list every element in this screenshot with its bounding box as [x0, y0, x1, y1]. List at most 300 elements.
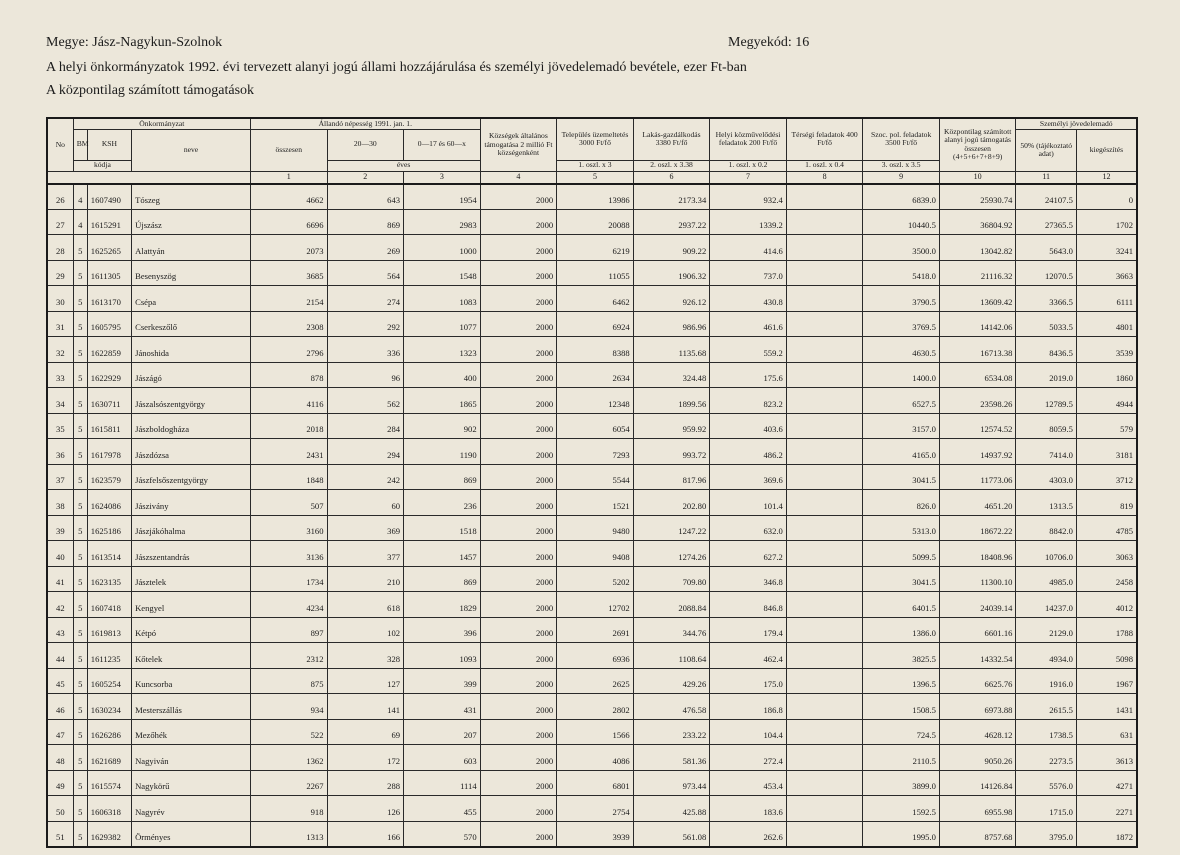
table-row — [47, 439, 1137, 465]
header-neve: neve — [132, 129, 251, 171]
municipality-name: Tószeg — [132, 184, 251, 210]
colnum: 8 — [786, 171, 863, 184]
colnum: 6 — [633, 171, 710, 184]
bm-code: 5 — [73, 617, 87, 643]
municipality-name: Nagyiván — [132, 745, 251, 771]
ksh-code: 1630234 — [87, 694, 131, 720]
local-culture: 346.8 — [710, 566, 787, 592]
central-support-total: 11773.06 — [939, 464, 1016, 490]
income-tax-supplement: 4801 — [1076, 311, 1137, 337]
population-total: 3136 — [250, 541, 327, 567]
village-support: 2000 — [480, 796, 557, 822]
social-policy: 724.5 — [863, 719, 940, 745]
ksh-code: 1623135 — [87, 566, 131, 592]
local-culture: 179.4 — [710, 617, 787, 643]
bm-code: 5 — [73, 592, 87, 618]
table-row — [47, 592, 1137, 618]
income-tax-50: 24107.5 — [1016, 184, 1076, 210]
income-tax-supplement: 579 — [1076, 413, 1137, 439]
header-kozsegek: Községek általános támogatása 2 millió Ft községenként — [480, 118, 557, 171]
social-policy: 6401.5 — [863, 592, 940, 618]
ksh-code: 1623579 — [87, 464, 131, 490]
housing-management: 986.96 — [633, 311, 710, 337]
colnum: 9 — [863, 171, 940, 184]
table-row — [47, 796, 1137, 822]
settlement-operation: 13986 — [557, 184, 634, 210]
income-tax-50: 4934.0 — [1016, 643, 1076, 669]
village-support: 2000 — [480, 235, 557, 261]
central-support-total: 6955.98 — [939, 796, 1016, 822]
village-support: 2000 — [480, 592, 557, 618]
regional-tasks — [786, 541, 863, 567]
population-total: 4662 — [250, 184, 327, 210]
municipality-name: Jánoshida — [132, 337, 251, 363]
population-20-30: 643 — [327, 184, 404, 210]
local-culture: 453.4 — [710, 770, 787, 796]
table-row — [47, 821, 1137, 847]
header-no: No — [47, 118, 73, 171]
header-szoc: Szoc. pol. feladatok 3500 Ft/fő — [863, 118, 940, 160]
table-row — [47, 184, 1137, 210]
bm-code: 5 — [73, 260, 87, 286]
ksh-code: 1617978 — [87, 439, 131, 465]
bm-code: 5 — [73, 643, 87, 669]
bm-code: 5 — [73, 311, 87, 337]
local-culture: 737.0 — [710, 260, 787, 286]
social-policy: 3790.5 — [863, 286, 940, 312]
local-culture: 559.2 — [710, 337, 787, 363]
population-20-30: 288 — [327, 770, 404, 796]
population-0-17-60: 869 — [404, 464, 481, 490]
income-tax-supplement: 5098 — [1076, 643, 1137, 669]
header-population: Állandó népesség 1991. jan. 1. — [250, 118, 480, 129]
income-tax-supplement: 1860 — [1076, 362, 1137, 388]
social-policy: 5313.0 — [863, 515, 940, 541]
population-total: 2431 — [250, 439, 327, 465]
income-tax-50: 10706.0 — [1016, 541, 1076, 567]
local-culture: 414.6 — [710, 235, 787, 261]
header-ksh: KSH — [87, 129, 131, 160]
document-subtitle: A központilag számított támogatások — [46, 83, 255, 98]
settlement-operation: 9480 — [557, 515, 634, 541]
header-kodja: kódja — [73, 160, 131, 171]
income-tax-50: 4303.0 — [1016, 464, 1076, 490]
header-lakas: Lakás-gazdálkodás 3380 Ft/fő — [633, 118, 710, 160]
population-0-17-60: 1954 — [404, 184, 481, 210]
header-helyi: Helyi közművelődési feladatok 200 Ft/fő — [710, 118, 787, 160]
settlement-operation: 1521 — [557, 490, 634, 516]
population-20-30: 141 — [327, 694, 404, 720]
village-support: 2000 — [480, 413, 557, 439]
regional-tasks — [786, 337, 863, 363]
row-number: 38 — [47, 490, 73, 516]
settlement-operation: 1566 — [557, 719, 634, 745]
population-0-17-60: 400 — [404, 362, 481, 388]
local-culture: 461.6 — [710, 311, 787, 337]
village-support: 2000 — [480, 209, 557, 235]
municipality-name: Jászivány — [132, 490, 251, 516]
local-culture: 175.6 — [710, 362, 787, 388]
regional-tasks — [786, 490, 863, 516]
row-number: 29 — [47, 260, 73, 286]
settlement-operation: 2802 — [557, 694, 634, 720]
village-support: 2000 — [480, 719, 557, 745]
population-total: 1313 — [250, 821, 327, 847]
municipality-name: Besenyszög — [132, 260, 251, 286]
central-support-total: 18408.96 — [939, 541, 1016, 567]
colnum: 2 — [327, 171, 404, 184]
social-policy: 5099.5 — [863, 541, 940, 567]
row-number: 40 — [47, 541, 73, 567]
social-policy: 1995.0 — [863, 821, 940, 847]
housing-management: 1274.26 — [633, 541, 710, 567]
table-body — [47, 184, 1137, 847]
settlement-operation: 6462 — [557, 286, 634, 312]
population-total: 3685 — [250, 260, 327, 286]
row-number: 32 — [47, 337, 73, 363]
social-policy: 3769.5 — [863, 311, 940, 337]
social-policy: 4630.5 — [863, 337, 940, 363]
village-support: 2000 — [480, 490, 557, 516]
population-0-17-60: 1000 — [404, 235, 481, 261]
municipality-name: Újszász — [132, 209, 251, 235]
row-number: 48 — [47, 745, 73, 771]
population-20-30: 562 — [327, 388, 404, 414]
row-number: 39 — [47, 515, 73, 541]
central-support-total: 18672.22 — [939, 515, 1016, 541]
municipality-name: Jászjákóhalma — [132, 515, 251, 541]
ksh-code: 1605795 — [87, 311, 131, 337]
population-total: 934 — [250, 694, 327, 720]
income-tax-50: 1313.5 — [1016, 490, 1076, 516]
income-tax-50: 1916.0 — [1016, 668, 1076, 694]
local-culture: 430.8 — [710, 286, 787, 312]
population-total: 6696 — [250, 209, 327, 235]
municipality-name: Jászszentandrás — [132, 541, 251, 567]
social-policy: 6527.5 — [863, 388, 940, 414]
village-support: 2000 — [480, 464, 557, 490]
settlement-operation: 11055 — [557, 260, 634, 286]
social-policy: 1592.5 — [863, 796, 940, 822]
row-number: 44 — [47, 643, 73, 669]
population-0-17-60: 1077 — [404, 311, 481, 337]
header-kozpontilag: Központilag számított alanyi jogú támogatás összesen (4+5+6+7+8+9) — [939, 118, 1016, 171]
central-support-total: 23598.26 — [939, 388, 1016, 414]
local-culture: 183.6 — [710, 796, 787, 822]
population-20-30: 269 — [327, 235, 404, 261]
table-row — [47, 362, 1137, 388]
municipality-name: Nagykörű — [132, 770, 251, 796]
housing-management: 344.76 — [633, 617, 710, 643]
income-tax-supplement: 1872 — [1076, 821, 1137, 847]
village-support: 2000 — [480, 337, 557, 363]
population-20-30: 869 — [327, 209, 404, 235]
row-number: 43 — [47, 617, 73, 643]
header-telepules-formula: 1. oszl. x 3 — [557, 160, 634, 171]
header-age-0-17: 0—17 és 60—x — [404, 129, 481, 160]
header-helyi-formula: 1. oszl. x 0.2 — [710, 160, 787, 171]
population-total: 2154 — [250, 286, 327, 312]
population-0-17-60: 603 — [404, 745, 481, 771]
row-number: 34 — [47, 388, 73, 414]
row-number: 49 — [47, 770, 73, 796]
housing-management: 959.92 — [633, 413, 710, 439]
settlement-operation: 20088 — [557, 209, 634, 235]
local-culture: 823.2 — [710, 388, 787, 414]
income-tax-50: 8842.0 — [1016, 515, 1076, 541]
municipality-name: Jászfelsőszentgyörgy — [132, 464, 251, 490]
income-tax-supplement: 3613 — [1076, 745, 1137, 771]
municipality-name: Alattyán — [132, 235, 251, 261]
village-support: 2000 — [480, 643, 557, 669]
village-support: 2000 — [480, 821, 557, 847]
central-support-total: 14126.84 — [939, 770, 1016, 796]
colnum: 11 — [1016, 171, 1076, 184]
header-telepules: Település üzemeltetés 3000 Ft/fő — [557, 118, 634, 160]
table-row — [47, 770, 1137, 796]
social-policy: 3041.5 — [863, 464, 940, 490]
regional-tasks — [786, 719, 863, 745]
income-tax-50: 8059.5 — [1016, 413, 1076, 439]
municipality-name: Kuncsorba — [132, 668, 251, 694]
social-policy: 1386.0 — [863, 617, 940, 643]
table-row — [47, 541, 1137, 567]
row-number: 50 — [47, 796, 73, 822]
municipality-name: Jásztelek — [132, 566, 251, 592]
settlement-operation: 2634 — [557, 362, 634, 388]
header-onkormanyzat: Önkormányzat — [73, 118, 250, 129]
income-tax-50: 5033.5 — [1016, 311, 1076, 337]
housing-management: 1247.22 — [633, 515, 710, 541]
bm-code: 5 — [73, 821, 87, 847]
table-row — [47, 209, 1137, 235]
colnum-blank — [47, 171, 250, 184]
housing-management: 926.12 — [633, 286, 710, 312]
population-total: 878 — [250, 362, 327, 388]
population-20-30: 274 — [327, 286, 404, 312]
regional-tasks — [786, 184, 863, 210]
income-tax-supplement: 4785 — [1076, 515, 1137, 541]
colnum: 10 — [939, 171, 1016, 184]
income-tax-50: 2129.0 — [1016, 617, 1076, 643]
income-tax-50: 1738.5 — [1016, 719, 1076, 745]
income-tax-supplement: 1431 — [1076, 694, 1137, 720]
population-total: 897 — [250, 617, 327, 643]
ksh-code: 1626286 — [87, 719, 131, 745]
population-0-17-60: 1518 — [404, 515, 481, 541]
regional-tasks — [786, 745, 863, 771]
settlement-operation: 6219 — [557, 235, 634, 261]
ksh-code: 1611305 — [87, 260, 131, 286]
settlement-operation: 12348 — [557, 388, 634, 414]
social-policy: 5418.0 — [863, 260, 940, 286]
income-tax-50: 4985.0 — [1016, 566, 1076, 592]
central-support-total: 14142.06 — [939, 311, 1016, 337]
header-age-20-30: 20—30 — [327, 129, 404, 160]
regional-tasks — [786, 439, 863, 465]
regional-tasks — [786, 286, 863, 312]
table-row — [47, 388, 1137, 414]
population-total: 1848 — [250, 464, 327, 490]
income-tax-supplement: 631 — [1076, 719, 1137, 745]
central-support-total: 24039.14 — [939, 592, 1016, 618]
row-number: 30 — [47, 286, 73, 312]
municipality-name: Nagyrév — [132, 796, 251, 822]
population-20-30: 369 — [327, 515, 404, 541]
bm-code: 5 — [73, 337, 87, 363]
housing-management: 202.80 — [633, 490, 710, 516]
table-row — [47, 515, 1137, 541]
bm-code: 5 — [73, 286, 87, 312]
population-20-30: 292 — [327, 311, 404, 337]
row-number: 42 — [47, 592, 73, 618]
ksh-code: 1615811 — [87, 413, 131, 439]
housing-management: 1108.64 — [633, 643, 710, 669]
population-0-17-60: 1083 — [404, 286, 481, 312]
bm-code: 5 — [73, 566, 87, 592]
ksh-code: 1613514 — [87, 541, 131, 567]
regional-tasks — [786, 668, 863, 694]
municipality-name: Mezőhék — [132, 719, 251, 745]
ksh-code: 1630711 — [87, 388, 131, 414]
header-tersegi-formula: 1. oszl. x 0.4 — [786, 160, 863, 171]
population-0-17-60: 399 — [404, 668, 481, 694]
housing-management: 2088.84 — [633, 592, 710, 618]
ksh-code: 1625265 — [87, 235, 131, 261]
bm-code: 5 — [73, 719, 87, 745]
municipality-name: Mesterszállás — [132, 694, 251, 720]
village-support: 2000 — [480, 745, 557, 771]
row-number: 36 — [47, 439, 73, 465]
income-tax-supplement: 4944 — [1076, 388, 1137, 414]
population-0-17-60: 1829 — [404, 592, 481, 618]
income-tax-supplement: 6111 — [1076, 286, 1137, 312]
social-policy: 2110.5 — [863, 745, 940, 771]
central-support-total: 25930.74 — [939, 184, 1016, 210]
row-number: 51 — [47, 821, 73, 847]
table-row — [47, 311, 1137, 337]
municipality-name: Jászágó — [132, 362, 251, 388]
population-total: 522 — [250, 719, 327, 745]
row-number: 26 — [47, 184, 73, 210]
village-support: 2000 — [480, 541, 557, 567]
population-total: 2018 — [250, 413, 327, 439]
row-number: 45 — [47, 668, 73, 694]
ksh-code: 1624086 — [87, 490, 131, 516]
population-0-17-60: 1457 — [404, 541, 481, 567]
local-culture: 1339.2 — [710, 209, 787, 235]
population-total: 2312 — [250, 643, 327, 669]
regional-tasks — [786, 643, 863, 669]
population-20-30: 284 — [327, 413, 404, 439]
table-row — [47, 617, 1137, 643]
central-support-total: 16713.38 — [939, 337, 1016, 363]
village-support: 2000 — [480, 515, 557, 541]
central-support-total: 36804.92 — [939, 209, 1016, 235]
village-support: 2000 — [480, 566, 557, 592]
central-support-total: 12574.52 — [939, 413, 1016, 439]
row-number: 46 — [47, 694, 73, 720]
header-szja-50: 50% (tájékoztató adat) — [1016, 129, 1076, 171]
local-culture: 175.0 — [710, 668, 787, 694]
housing-management: 561.08 — [633, 821, 710, 847]
local-culture: 101.4 — [710, 490, 787, 516]
table-row — [47, 337, 1137, 363]
income-tax-50: 2615.5 — [1016, 694, 1076, 720]
population-total: 507 — [250, 490, 327, 516]
municipality-name: Kőtelek — [132, 643, 251, 669]
population-total: 1734 — [250, 566, 327, 592]
regional-tasks — [786, 362, 863, 388]
regional-tasks — [786, 592, 863, 618]
settlement-operation: 5544 — [557, 464, 634, 490]
housing-management: 817.96 — [633, 464, 710, 490]
central-support-total: 11300.10 — [939, 566, 1016, 592]
regional-tasks — [786, 617, 863, 643]
village-support: 2000 — [480, 286, 557, 312]
income-tax-50: 12070.5 — [1016, 260, 1076, 286]
population-20-30: 166 — [327, 821, 404, 847]
settlement-operation: 6936 — [557, 643, 634, 669]
local-culture: 846.8 — [710, 592, 787, 618]
ksh-code: 1607418 — [87, 592, 131, 618]
document-title: A helyi önkormányzatok 1992. évi tervezett alanyi jogú állami hozzájárulása és személyi jövedelemadó bevétele, ezer Ft-ban — [46, 60, 747, 75]
bm-code: 5 — [73, 745, 87, 771]
village-support: 2000 — [480, 694, 557, 720]
housing-management: 1135.68 — [633, 337, 710, 363]
income-tax-50: 8436.5 — [1016, 337, 1076, 363]
table-row — [47, 260, 1137, 286]
village-support: 2000 — [480, 770, 557, 796]
ksh-code: 1615291 — [87, 209, 131, 235]
social-policy: 1508.5 — [863, 694, 940, 720]
population-20-30: 210 — [327, 566, 404, 592]
population-0-17-60: 902 — [404, 413, 481, 439]
ksh-code: 1621689 — [87, 745, 131, 771]
settlement-operation: 7293 — [557, 439, 634, 465]
table-row — [47, 719, 1137, 745]
central-support-total: 21116.32 — [939, 260, 1016, 286]
bm-code: 5 — [73, 541, 87, 567]
population-20-30: 294 — [327, 439, 404, 465]
income-tax-supplement: 1788 — [1076, 617, 1137, 643]
central-support-total: 6625.76 — [939, 668, 1016, 694]
income-tax-50: 2273.5 — [1016, 745, 1076, 771]
income-tax-supplement: 2458 — [1076, 566, 1137, 592]
central-support-total: 4651.20 — [939, 490, 1016, 516]
population-total: 2308 — [250, 311, 327, 337]
colnum: 3 — [404, 171, 481, 184]
housing-management: 233.22 — [633, 719, 710, 745]
bm-code: 5 — [73, 668, 87, 694]
regional-tasks — [786, 515, 863, 541]
settlement-operation: 3939 — [557, 821, 634, 847]
ksh-code: 1606318 — [87, 796, 131, 822]
central-support-total: 6601.16 — [939, 617, 1016, 643]
housing-management: 429.26 — [633, 668, 710, 694]
regional-tasks — [786, 464, 863, 490]
village-support: 2000 — [480, 260, 557, 286]
regional-tasks — [786, 209, 863, 235]
housing-management: 709.80 — [633, 566, 710, 592]
social-policy: 3899.0 — [863, 770, 940, 796]
header-bm: BM — [73, 129, 87, 160]
income-tax-supplement: 3663 — [1076, 260, 1137, 286]
population-0-17-60: 1548 — [404, 260, 481, 286]
row-number: 41 — [47, 566, 73, 592]
population-total: 1362 — [250, 745, 327, 771]
row-number: 28 — [47, 235, 73, 261]
